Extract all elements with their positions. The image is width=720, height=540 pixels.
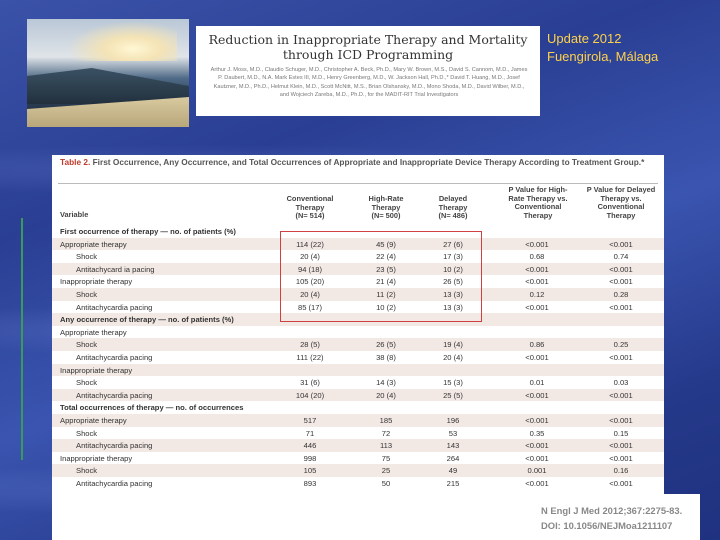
row-label: Shock xyxy=(76,252,98,262)
row-cell: <0.001 xyxy=(609,416,633,425)
col-delayed: Delayed Therapy (N= 486) xyxy=(438,194,468,221)
citation-journal: N Engl J Med 2012;367:2275-83. xyxy=(541,505,683,516)
row-cell: 20 (4) xyxy=(443,353,463,362)
row-cell: <0.001 xyxy=(525,441,549,451)
row-cell: <0.001 xyxy=(609,453,633,463)
row-label: First occurrence of therapy — no. of patients (%) xyxy=(60,227,236,236)
row-cell: 13 (3) xyxy=(443,302,463,312)
row-cell: 104 (20) xyxy=(295,390,325,400)
row-cell: <0.001 xyxy=(525,353,549,362)
row-cell: 94 (18) xyxy=(297,264,323,274)
row-cell: 998 xyxy=(303,453,317,463)
paper-title: Reduction in Inappropriate Therapy and Mortality through ICD Programming xyxy=(208,32,528,62)
row-cell: <0.001 xyxy=(609,441,633,451)
row-cell: 14 (3) xyxy=(376,378,396,388)
row-cell: <0.001 xyxy=(609,390,633,400)
table-row xyxy=(52,338,664,351)
row-label: Inappropriate therapy xyxy=(60,453,133,463)
row-label: Shock xyxy=(76,290,98,299)
row-cell: 15 (3) xyxy=(443,378,463,388)
col-p-high-rate: P Value for High- Rate Therapy vs. Conventional Therapy xyxy=(508,185,568,220)
row-cell: 23 (5) xyxy=(376,264,396,274)
highlight-box xyxy=(280,231,482,322)
row-cell: 50 xyxy=(381,479,391,488)
row-label: Shock xyxy=(76,466,98,476)
col-high-rate: High-Rate Therapy (N= 500) xyxy=(368,194,404,221)
row-cell: 22 (4) xyxy=(376,252,396,262)
row-cell: 111 (22) xyxy=(296,353,324,362)
row-cell: <0.001 xyxy=(525,479,549,488)
row-cell: 75 xyxy=(381,453,391,463)
row-cell: <0.001 xyxy=(525,277,549,287)
row-cell: 105 (20) xyxy=(295,277,325,287)
row-cell: 17 (3) xyxy=(443,252,463,262)
row-cell: 446 xyxy=(303,441,317,451)
row-cell: 0.28 xyxy=(613,290,629,299)
row-cell: <0.001 xyxy=(525,239,549,249)
row-cell: 85 (17) xyxy=(297,302,323,312)
row-cell: 31 (6) xyxy=(300,378,320,388)
results-table xyxy=(52,155,664,540)
row-cell: 0.74 xyxy=(613,252,629,262)
row-cell: 53 xyxy=(448,428,458,438)
table-row xyxy=(52,326,664,339)
row-cell: 0.001 xyxy=(527,466,547,476)
row-cell: 45 (9) xyxy=(376,239,396,249)
row-label: Appropriate therapy xyxy=(60,416,127,425)
table-row xyxy=(52,427,664,440)
row-cell: 0.12 xyxy=(529,290,545,299)
row-label: Total occurrences of therapy — no. of occurrences xyxy=(60,403,244,413)
beach-photo xyxy=(27,19,189,127)
row-cell: 0.03 xyxy=(613,378,629,388)
decorative-line xyxy=(21,218,23,460)
row-cell: 26 (5) xyxy=(443,277,463,287)
row-cell: 0.25 xyxy=(613,340,629,350)
row-cell: <0.001 xyxy=(525,453,549,463)
row-cell: 185 xyxy=(379,416,393,425)
table-row xyxy=(52,414,664,427)
row-cell: 0.15 xyxy=(613,428,629,438)
update-title: Update 2012 Fuengirola, Málaga xyxy=(547,31,659,64)
row-label: Antitachycardia pacing xyxy=(76,302,153,312)
row-label: Antitachycardia pacing xyxy=(76,441,153,451)
row-cell: 0.68 xyxy=(529,252,545,262)
row-label: Antitachycardia pacing xyxy=(76,479,153,488)
row-label: Inappropriate therapy xyxy=(60,277,133,287)
table-caption: Table 2. First Occurrence, Any Occurrence, and Total Occurrences of Appropriate and Inappropriate Device Therapy According to Treatment Group.* xyxy=(60,157,645,167)
row-cell: 26 (5) xyxy=(376,340,396,350)
row-label: Antitachycard ia pacing xyxy=(76,264,155,274)
table-row xyxy=(52,389,664,402)
row-label: Shock xyxy=(76,378,98,388)
row-cell: 517 xyxy=(303,416,317,425)
row-cell: 19 (4) xyxy=(443,340,463,350)
row-cell: <0.001 xyxy=(525,302,549,312)
row-cell: <0.001 xyxy=(609,479,633,488)
citation-doi: DOI: 10.1056/NEJMoa1211107 xyxy=(541,520,673,531)
row-cell: 105 xyxy=(303,466,317,476)
row-cell: <0.001 xyxy=(609,264,633,274)
row-cell: 196 xyxy=(446,416,460,425)
row-cell: 0.16 xyxy=(613,466,629,476)
row-cell: 893 xyxy=(303,479,317,488)
row-cell: 264 xyxy=(446,453,460,463)
row-cell: <0.001 xyxy=(609,277,633,287)
citation-box xyxy=(531,494,700,540)
row-cell: 13 (3) xyxy=(443,290,463,299)
row-label: Appropriate therapy xyxy=(60,239,127,249)
row-cell: 27 (6) xyxy=(443,239,463,249)
row-cell: 72 xyxy=(381,428,391,438)
paper-title-block xyxy=(196,26,540,116)
row-cell: 11 (2) xyxy=(376,290,396,299)
row-cell: 113 xyxy=(379,441,393,451)
row-cell: 143 xyxy=(446,441,460,451)
table-row xyxy=(52,452,664,465)
row-cell: <0.001 xyxy=(609,353,633,362)
table-row xyxy=(52,464,664,477)
col-conventional: Conventional Therapy (N= 514) xyxy=(286,194,334,221)
row-label: Appropriate therapy xyxy=(60,327,127,337)
table-row xyxy=(52,364,664,377)
row-cell: 0.86 xyxy=(529,340,545,350)
row-label: Antitachycardia pacing xyxy=(76,353,153,362)
row-label: Shock xyxy=(76,340,98,350)
row-cell: 20 (4) xyxy=(376,390,396,400)
row-cell: 71 xyxy=(305,428,315,438)
table-row xyxy=(52,376,664,389)
row-cell: 49 xyxy=(448,466,458,476)
row-label: Any occurrence of therapy — no. of patients (%) xyxy=(60,315,234,325)
col-variable: Variable xyxy=(60,210,89,219)
row-label: Shock xyxy=(76,428,98,438)
row-cell: 215 xyxy=(446,479,460,488)
row-cell: 21 (4) xyxy=(376,277,396,287)
row-cell: 0.35 xyxy=(529,428,545,438)
row-label: Inappropriate therapy xyxy=(60,365,133,375)
row-cell: 20 (4) xyxy=(300,290,320,299)
row-label: Antitachycardia pacing xyxy=(76,390,153,400)
row-cell: 25 xyxy=(381,466,391,476)
row-cell: <0.001 xyxy=(525,390,549,400)
table-row xyxy=(52,351,664,364)
row-cell: 10 (2) xyxy=(376,302,396,312)
col-p-delayed: P Value for Delayed Therapy vs. Conventional Therapy xyxy=(586,185,656,220)
row-cell: <0.001 xyxy=(609,302,633,312)
row-cell: <0.001 xyxy=(525,264,549,274)
row-cell: 28 (5) xyxy=(300,340,320,350)
table-row xyxy=(52,439,664,452)
row-cell: 114 (22) xyxy=(296,239,324,249)
row-cell: 0.01 xyxy=(529,378,545,388)
row-cell: <0.001 xyxy=(609,239,633,249)
row-cell: 38 (8) xyxy=(376,353,396,362)
row-cell: <0.001 xyxy=(525,416,549,425)
table-row xyxy=(52,401,664,414)
row-cell: 25 (5) xyxy=(443,390,463,400)
row-cell: 10 (2) xyxy=(443,264,463,274)
row-cell: 20 (4) xyxy=(300,252,320,262)
table-row xyxy=(52,477,664,490)
paper-authors: Arthur J. Moss, M.D., Claudio Schuger, M.D., Christopher A. Beck, Ph.D., Mary W. Brown, M.S., David S. Cannom, M.D., James P. Daubert, M.D., N.A. Mark Estes III, M.D., Henry Greenberg, M.D., W. Jackson Hall, Ph.D.,* David T. Huang, M.D., Josef Kautzner, M.D., Ph.D., Helmut Klein, M.D., Scott McNitt, M.S., Brian Olshansky, M.D., Mono Shoda, M.D., David Wilber, M.D., and Wojciech Zareba, M.D., Ph.D., for the MADIT-RIT Trial Investigators xyxy=(210,67,528,99)
